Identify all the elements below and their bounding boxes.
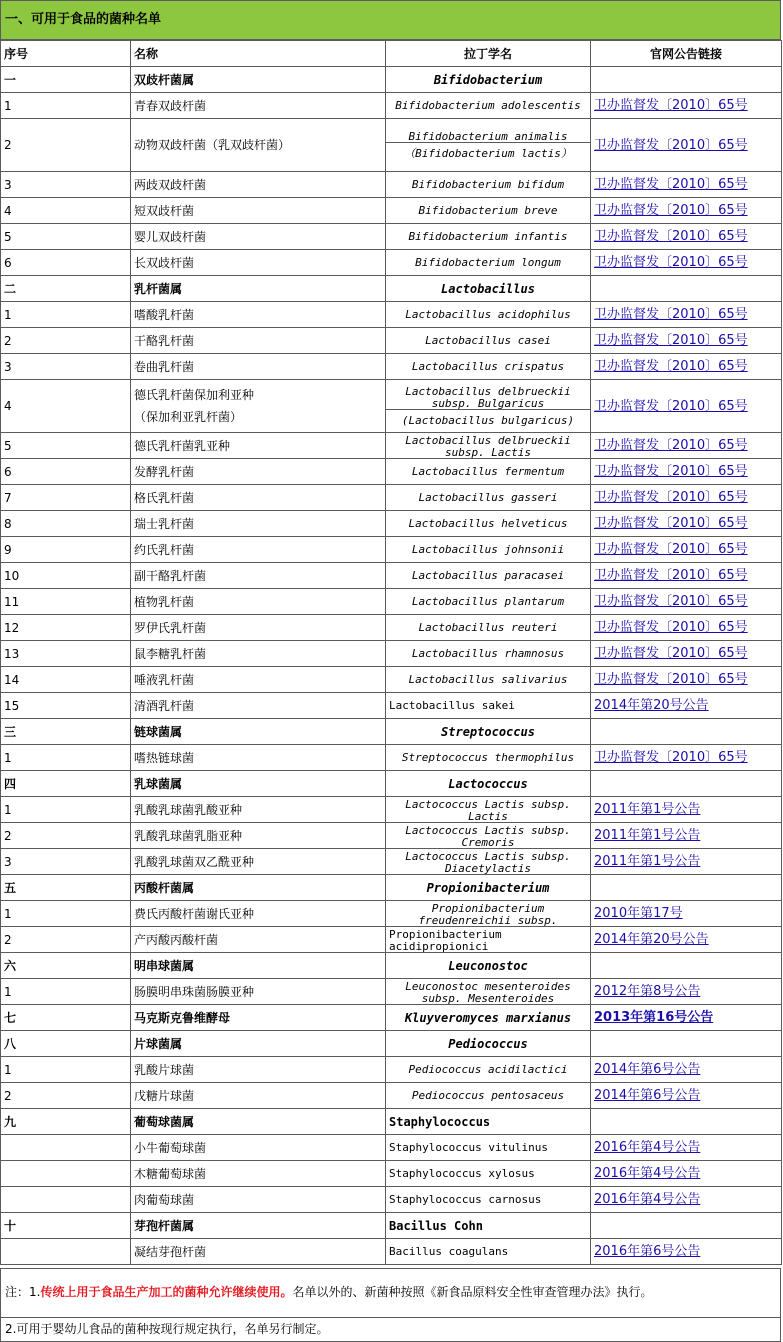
table-row bbox=[1, 354, 782, 380]
cell-no bbox=[1, 1161, 131, 1187]
cell-link bbox=[591, 433, 782, 459]
cell-link bbox=[591, 615, 782, 641]
table-row bbox=[1, 1135, 782, 1161]
announcement-link[interactable]: 卫办监督发〔2010〕65号 bbox=[594, 177, 748, 192]
table-row bbox=[1, 1083, 782, 1109]
cell-no: 3 bbox=[1, 172, 131, 198]
cell-latin: Lactobacillus sakei bbox=[386, 693, 591, 719]
cell-link bbox=[591, 224, 782, 250]
announcement-link[interactable]: 卫办监督发〔2010〕65号 bbox=[594, 359, 748, 374]
table-row bbox=[1, 198, 782, 224]
cell-latin: Pediococcus acidilactici bbox=[386, 1057, 591, 1083]
cell-latin: Lactobacillus fermentum bbox=[386, 459, 591, 485]
cell-latin bbox=[386, 927, 591, 953]
cell-link bbox=[591, 1213, 782, 1239]
table-row bbox=[1, 485, 782, 511]
cell-link bbox=[591, 719, 782, 745]
table-row bbox=[1, 745, 782, 771]
cell-name: 卷曲乳杆菌 bbox=[131, 354, 386, 380]
cell-no: 1 bbox=[1, 979, 131, 1005]
table-row bbox=[1, 511, 782, 537]
announcement-link[interactable]: 2016年第4号公告 bbox=[594, 1192, 701, 1207]
announcement-link[interactable]: 2012年第8号公告 bbox=[594, 984, 701, 999]
cell-no: 五 bbox=[1, 875, 131, 901]
cell-latin: Bacillus coagulans bbox=[386, 1239, 591, 1265]
cell-link bbox=[591, 1005, 782, 1031]
cell-latin: Lactobacillus plantarum bbox=[386, 589, 591, 615]
cell-no: 11 bbox=[1, 589, 131, 615]
announcement-link[interactable]: 卫办监督发〔2010〕65号 bbox=[594, 255, 748, 270]
announcement-link[interactable]: 卫办监督发〔2010〕65号 bbox=[594, 594, 748, 609]
cell-link bbox=[591, 537, 782, 563]
cell-latin: Bifidobacterium bbox=[386, 67, 591, 93]
cell-latin bbox=[386, 979, 591, 1005]
cell-name: 乳球菌属 bbox=[131, 771, 386, 797]
cell-link bbox=[591, 953, 782, 979]
cell-no: 2 bbox=[1, 1083, 131, 1109]
table-row bbox=[1, 433, 782, 459]
cell-name: 植物乳杆菌 bbox=[131, 589, 386, 615]
cell-name: 乳酸乳球菌乳酸亚种 bbox=[131, 797, 386, 823]
cell-name: 乳酸片球菌 bbox=[131, 1057, 386, 1083]
latin-line-1: Lactococcus Lactis subsp. bbox=[405, 823, 571, 836]
latin-line-1: Propionibacterium bbox=[431, 901, 545, 914]
table-header-row bbox=[1, 41, 782, 67]
table-row bbox=[1, 849, 782, 875]
table-row bbox=[1, 93, 782, 119]
table-row bbox=[1, 459, 782, 485]
cell-no: 5 bbox=[1, 224, 131, 250]
cell-link bbox=[591, 511, 782, 537]
cell-latin: Lactobacillus rhamnosus bbox=[386, 641, 591, 667]
cell-no: 3 bbox=[1, 354, 131, 380]
cell-name: 乳酸乳球菌双乙酰亚种 bbox=[131, 849, 386, 875]
cell-link bbox=[591, 927, 782, 953]
table-row bbox=[1, 224, 782, 250]
cell-latin: Lactobacillus salivarius bbox=[386, 667, 591, 693]
cell-no: 9 bbox=[1, 537, 131, 563]
list-title: 一、可用于食品的菌种名单 bbox=[0, 0, 781, 40]
table-row bbox=[1, 380, 782, 433]
cell-latin bbox=[386, 380, 591, 433]
cell-no: 十 bbox=[1, 1213, 131, 1239]
latin-line-2: acidipropionici bbox=[389, 939, 489, 952]
cell-no: 七 bbox=[1, 1005, 131, 1031]
cell-link bbox=[591, 1239, 782, 1265]
cell-link bbox=[591, 250, 782, 276]
announcement-link[interactable]: 卫办监督发〔2010〕65号 bbox=[594, 333, 748, 348]
table-row bbox=[1, 641, 782, 667]
cell-link bbox=[591, 979, 782, 1005]
name-line-1: 德氏乳杆菌保加利亚种 bbox=[134, 388, 255, 402]
cell-name: 费氏丙酸杆菌谢氏亚种 bbox=[131, 901, 386, 927]
cell-name: 长双歧杆菌 bbox=[131, 250, 386, 276]
cell-link bbox=[591, 172, 782, 198]
announcement-link[interactable]: 2013年第16号公告 bbox=[594, 1010, 714, 1025]
announcement-link[interactable]: 2014年第20号公告 bbox=[594, 932, 709, 947]
cell-no: 15 bbox=[1, 693, 131, 719]
cell-name: 链球菌属 bbox=[131, 719, 386, 745]
latin-line-2: Diacetylactis bbox=[444, 861, 532, 874]
genus-row bbox=[1, 1109, 782, 1135]
table-row bbox=[1, 1161, 782, 1187]
cell-latin: Lactobacillus gasseri bbox=[386, 485, 591, 511]
announcement-link[interactable]: 卫办监督发〔2010〕65号 bbox=[594, 464, 748, 479]
announcement-link[interactable]: 卫办监督发〔2010〕65号 bbox=[594, 490, 748, 505]
cell-name: 两歧双歧杆菌 bbox=[131, 172, 386, 198]
table-row bbox=[1, 693, 782, 719]
genus-row bbox=[1, 1213, 782, 1239]
announcement-link[interactable]: 卫办监督发〔2010〕65号 bbox=[594, 646, 748, 661]
announcement-link[interactable]: 2014年第6号公告 bbox=[594, 1062, 701, 1077]
genus-row bbox=[1, 953, 782, 979]
cell-link bbox=[591, 354, 782, 380]
note-1-text: 名单以外的、新菌种按照《新食品原料安全性审查管理办法》执行。 bbox=[292, 1285, 653, 1299]
announcement-link[interactable]: 卫办监督发〔2010〕65号 bbox=[594, 398, 748, 414]
cell-latin bbox=[386, 797, 591, 823]
table-row bbox=[1, 901, 782, 927]
cell-latin: Lactobacillus helveticus bbox=[386, 511, 591, 537]
cell-latin: Streptococcus bbox=[386, 719, 591, 745]
cell-no: 九 bbox=[1, 1109, 131, 1135]
latin-line-2: freudenreichii subsp. bbox=[418, 913, 558, 926]
latin-synonym: （Bifidobacterium lactis） bbox=[386, 142, 590, 161]
genus-row bbox=[1, 1005, 782, 1031]
cell-no bbox=[1, 1239, 131, 1265]
table-row bbox=[1, 927, 782, 953]
cell-latin: Bifidobacterium longum bbox=[386, 250, 591, 276]
table-row bbox=[1, 589, 782, 615]
strain-table bbox=[0, 40, 782, 1265]
cell-no: 1 bbox=[1, 901, 131, 927]
cell-name: 木糖葡萄球菌 bbox=[131, 1161, 386, 1187]
cell-link bbox=[591, 1161, 782, 1187]
cell-link bbox=[591, 589, 782, 615]
header-no: 序号 bbox=[1, 41, 131, 67]
table-row bbox=[1, 1187, 782, 1213]
name-line-2: （保加利亚乳杆菌） bbox=[134, 410, 243, 424]
cell-link bbox=[591, 693, 782, 719]
cell-link bbox=[591, 563, 782, 589]
announcement-link[interactable]: 卫办监督发〔2010〕65号 bbox=[594, 542, 748, 557]
note-2: 2.可用于婴幼儿食品的菌种按现行规定执行，名单另行制定。 bbox=[0, 1317, 781, 1342]
table-row bbox=[1, 823, 782, 849]
cell-link bbox=[591, 745, 782, 771]
cell-latin: Pediococcus bbox=[386, 1031, 591, 1057]
cell-no: 5 bbox=[1, 433, 131, 459]
cell-name: 芽孢杆菌属 bbox=[131, 1213, 386, 1239]
cell-no: 六 bbox=[1, 953, 131, 979]
cell-name: 双歧杆菌属 bbox=[131, 67, 386, 93]
announcement-link[interactable]: 2014年第6号公告 bbox=[594, 1088, 701, 1103]
table-row bbox=[1, 667, 782, 693]
cell-latin: Leuconostoc bbox=[386, 953, 591, 979]
cell-name: 乳杆菌属 bbox=[131, 276, 386, 302]
cell-link bbox=[591, 901, 782, 927]
table-row bbox=[1, 563, 782, 589]
cell-name: 约氏乳杆菌 bbox=[131, 537, 386, 563]
cell-link bbox=[591, 823, 782, 849]
announcement-link[interactable]: 卫办监督发〔2010〕65号 bbox=[594, 203, 748, 218]
cell-link bbox=[591, 641, 782, 667]
cell-name: 片球菌属 bbox=[131, 1031, 386, 1057]
cell-no: 2 bbox=[1, 823, 131, 849]
cell-name: 肉葡萄球菌 bbox=[131, 1187, 386, 1213]
cell-name: 产丙酸丙酸杆菌 bbox=[131, 927, 386, 953]
cell-name bbox=[131, 380, 386, 433]
table-row bbox=[1, 797, 782, 823]
cell-no: 6 bbox=[1, 459, 131, 485]
cell-latin: Staphylococcus vitulinus bbox=[386, 1135, 591, 1161]
cell-name: 嗜酸乳杆菌 bbox=[131, 302, 386, 328]
table-row bbox=[1, 1057, 782, 1083]
cell-link bbox=[591, 875, 782, 901]
note-1-prefix: 注：1. bbox=[5, 1285, 41, 1299]
genus-row bbox=[1, 1031, 782, 1057]
cell-link bbox=[591, 198, 782, 224]
cell-no: 1 bbox=[1, 797, 131, 823]
announcement-link[interactable]: 2014年第20号公告 bbox=[594, 698, 709, 713]
cell-no: 4 bbox=[1, 198, 131, 224]
latin-line-1: Leuconostoc mesenteroides bbox=[405, 979, 571, 992]
cell-latin: Lactobacillus acidophilus bbox=[386, 302, 591, 328]
header-latin: 拉丁学名 bbox=[386, 41, 591, 67]
cell-name: 发酵乳杆菌 bbox=[131, 459, 386, 485]
cell-name: 唾液乳杆菌 bbox=[131, 667, 386, 693]
cell-no: 2 bbox=[1, 927, 131, 953]
genus-row bbox=[1, 67, 782, 93]
latin-line-2: subsp. Bulgaricus bbox=[431, 396, 545, 409]
table-row bbox=[1, 1239, 782, 1265]
cell-latin: Bifidobacterium bifidum bbox=[386, 172, 591, 198]
cell-no: 三 bbox=[1, 719, 131, 745]
latin-line-2: subsp. Lactis bbox=[444, 445, 532, 458]
note-1-highlight: 传统上用于食品生产加工的菌种允许继续使用。 bbox=[40, 1285, 293, 1299]
announcement-link[interactable]: 卫办监督发〔2010〕65号 bbox=[594, 137, 748, 153]
cell-name: 罗伊氏乳杆菌 bbox=[131, 615, 386, 641]
cell-link bbox=[591, 380, 782, 433]
cell-latin bbox=[386, 433, 591, 459]
announcement-link[interactable]: 2016年第6号公告 bbox=[594, 1244, 701, 1259]
cell-no: 2 bbox=[1, 328, 131, 354]
cell-name: 短双歧杆菌 bbox=[131, 198, 386, 224]
cell-latin bbox=[386, 119, 591, 172]
cell-link bbox=[591, 1031, 782, 1057]
announcement-link[interactable]: 卫办监督发〔2010〕65号 bbox=[594, 229, 748, 244]
cell-no: 12 bbox=[1, 615, 131, 641]
cell-link bbox=[591, 797, 782, 823]
cell-latin: Lactobacillus paracasei bbox=[386, 563, 591, 589]
cell-no: 14 bbox=[1, 667, 131, 693]
cell-latin: Lactobacillus johnsonii bbox=[386, 537, 591, 563]
latin-line-1: Lactococcus Lactis subsp. bbox=[405, 849, 571, 862]
table-row bbox=[1, 172, 782, 198]
table-row bbox=[1, 250, 782, 276]
latin-synonym: (Lactobacillus bulgaricus) bbox=[386, 409, 590, 428]
cell-latin: Lactobacillus reuteri bbox=[386, 615, 591, 641]
cell-name: 小牛葡萄球菌 bbox=[131, 1135, 386, 1161]
genus-row bbox=[1, 719, 782, 745]
announcement-link[interactable]: 卫办监督发〔2010〕65号 bbox=[594, 98, 748, 113]
cell-no: 2 bbox=[1, 119, 131, 172]
cell-link bbox=[591, 1135, 782, 1161]
cell-name: 戊糖片球菌 bbox=[131, 1083, 386, 1109]
cell-link bbox=[591, 667, 782, 693]
cell-latin: Staphylococcus xylosus bbox=[386, 1161, 591, 1187]
latin-line-1: Lactobacillus delbrueckii bbox=[405, 433, 571, 446]
table-row bbox=[1, 615, 782, 641]
note-1 bbox=[0, 1268, 781, 1318]
cell-name: 肠膜明串珠菌肠膜亚种 bbox=[131, 979, 386, 1005]
cell-no bbox=[1, 1135, 131, 1161]
genus-row bbox=[1, 875, 782, 901]
announcement-link[interactable]: 卫办监督发〔2010〕65号 bbox=[594, 620, 748, 635]
cell-latin: Kluyveromyces marxianus bbox=[386, 1005, 591, 1031]
cell-latin: Bacillus Cohn bbox=[386, 1213, 591, 1239]
cell-latin: Pediococcus pentosaceus bbox=[386, 1083, 591, 1109]
cell-latin bbox=[386, 849, 591, 875]
cell-latin: Staphylococcus carnosus bbox=[386, 1187, 591, 1213]
announcement-link[interactable]: 2011年第1号公告 bbox=[594, 854, 701, 869]
cell-name: 葡萄球菌属 bbox=[131, 1109, 386, 1135]
table-row bbox=[1, 328, 782, 354]
cell-name: 马克斯克鲁维酵母 bbox=[131, 1005, 386, 1031]
cell-no: 3 bbox=[1, 849, 131, 875]
cell-latin: Bifidobacterium adolescentis bbox=[386, 93, 591, 119]
cell-no: 四 bbox=[1, 771, 131, 797]
genus-row bbox=[1, 771, 782, 797]
cell-no: 1 bbox=[1, 1057, 131, 1083]
cell-link bbox=[591, 1083, 782, 1109]
cell-no: 13 bbox=[1, 641, 131, 667]
cell-name: 鼠李糖乳杆菌 bbox=[131, 641, 386, 667]
cell-name: 明串球菌属 bbox=[131, 953, 386, 979]
announcement-link[interactable]: 2011年第1号公告 bbox=[594, 802, 701, 817]
cell-no bbox=[1, 1187, 131, 1213]
cell-name: 德氏乳杆菌乳亚种 bbox=[131, 433, 386, 459]
cell-name: 格氏乳杆菌 bbox=[131, 485, 386, 511]
cell-name: 瑞士乳杆菌 bbox=[131, 511, 386, 537]
announcement-link[interactable]: 2010年第17号 bbox=[594, 906, 683, 921]
latin-line-2: subsp. Mesenteroides bbox=[421, 991, 555, 1004]
cell-latin: Lactobacillus crispatus bbox=[386, 354, 591, 380]
latin-line-1: Lactococcus Lactis subsp. bbox=[405, 797, 571, 810]
cell-no: 7 bbox=[1, 485, 131, 511]
cell-link bbox=[591, 119, 782, 172]
genus-row bbox=[1, 276, 782, 302]
announcement-link[interactable]: 卫办监督发〔2010〕65号 bbox=[594, 750, 748, 765]
announcement-link[interactable]: 卫办监督发〔2010〕65号 bbox=[594, 307, 748, 322]
announcement-link[interactable]: 卫办监督发〔2010〕65号 bbox=[594, 516, 748, 531]
cell-no: 8 bbox=[1, 511, 131, 537]
cell-latin: Lactobacillus bbox=[386, 276, 591, 302]
cell-latin bbox=[386, 823, 591, 849]
latin-line-1: Propionibacterium bbox=[389, 927, 502, 940]
latin-line-1: Bifidobacterium animalis bbox=[408, 129, 568, 142]
announcement-link[interactable]: 卫办监督发〔2010〕65号 bbox=[594, 672, 748, 687]
cell-link bbox=[591, 276, 782, 302]
announcement-link[interactable]: 卫办监督发〔2010〕65号 bbox=[594, 568, 748, 583]
cell-link bbox=[591, 93, 782, 119]
cell-latin: Streptococcus thermophilus bbox=[386, 745, 591, 771]
cell-no: 10 bbox=[1, 563, 131, 589]
table-row bbox=[1, 979, 782, 1005]
cell-name: 丙酸杆菌属 bbox=[131, 875, 386, 901]
cell-link bbox=[591, 485, 782, 511]
cell-latin: Propionibacterium bbox=[386, 875, 591, 901]
cell-link bbox=[591, 1109, 782, 1135]
cell-no: 4 bbox=[1, 380, 131, 433]
cell-latin: Staphylococcus bbox=[386, 1109, 591, 1135]
announcement-link[interactable]: 2016年第4号公告 bbox=[594, 1140, 701, 1155]
cell-link bbox=[591, 459, 782, 485]
table-row bbox=[1, 537, 782, 563]
cell-link bbox=[591, 1187, 782, 1213]
cell-link bbox=[591, 328, 782, 354]
cell-name: 干酪乳杆菌 bbox=[131, 328, 386, 354]
header-name: 名称 bbox=[131, 41, 386, 67]
cell-latin: Lactococcus bbox=[386, 771, 591, 797]
latin-line-2: Cremoris bbox=[461, 835, 515, 848]
table-row bbox=[1, 119, 782, 172]
table-row bbox=[1, 302, 782, 328]
cell-name: 嗜热链球菌 bbox=[131, 745, 386, 771]
cell-link bbox=[591, 67, 782, 93]
cell-name: 凝结芽孢杆菌 bbox=[131, 1239, 386, 1265]
latin-line-2: Lactis bbox=[468, 809, 508, 822]
cell-no: 二 bbox=[1, 276, 131, 302]
cell-no: 6 bbox=[1, 250, 131, 276]
cell-name: 副干酪乳杆菌 bbox=[131, 563, 386, 589]
cell-latin: Bifidobacterium breve bbox=[386, 198, 591, 224]
cell-link bbox=[591, 302, 782, 328]
cell-no: 1 bbox=[1, 93, 131, 119]
announcement-link[interactable]: 卫办监督发〔2010〕65号 bbox=[594, 438, 748, 453]
cell-latin: Lactobacillus casei bbox=[386, 328, 591, 354]
cell-link bbox=[591, 849, 782, 875]
cell-no: 1 bbox=[1, 745, 131, 771]
cell-no: 八 bbox=[1, 1031, 131, 1057]
announcement-link[interactable]: 2011年第1号公告 bbox=[594, 828, 701, 843]
cell-link bbox=[591, 771, 782, 797]
cell-name: 婴儿双歧杆菌 bbox=[131, 224, 386, 250]
cell-no: 一 bbox=[1, 67, 131, 93]
cell-no: 1 bbox=[1, 302, 131, 328]
cell-link bbox=[591, 1057, 782, 1083]
latin-line-1: Lactobacillus delbrueckii bbox=[405, 384, 571, 397]
cell-name: 青春双歧杆菌 bbox=[131, 93, 386, 119]
cell-latin: Bifidobacterium infantis bbox=[386, 224, 591, 250]
cell-name: 动物双歧杆菌（乳双歧杆菌） bbox=[131, 119, 386, 172]
cell-name: 乳酸乳球菌乳脂亚种 bbox=[131, 823, 386, 849]
header-link: 官网公告链接 bbox=[591, 41, 782, 67]
cell-latin bbox=[386, 901, 591, 927]
announcement-link[interactable]: 2016年第4号公告 bbox=[594, 1166, 701, 1181]
cell-name: 清酒乳杆菌 bbox=[131, 693, 386, 719]
